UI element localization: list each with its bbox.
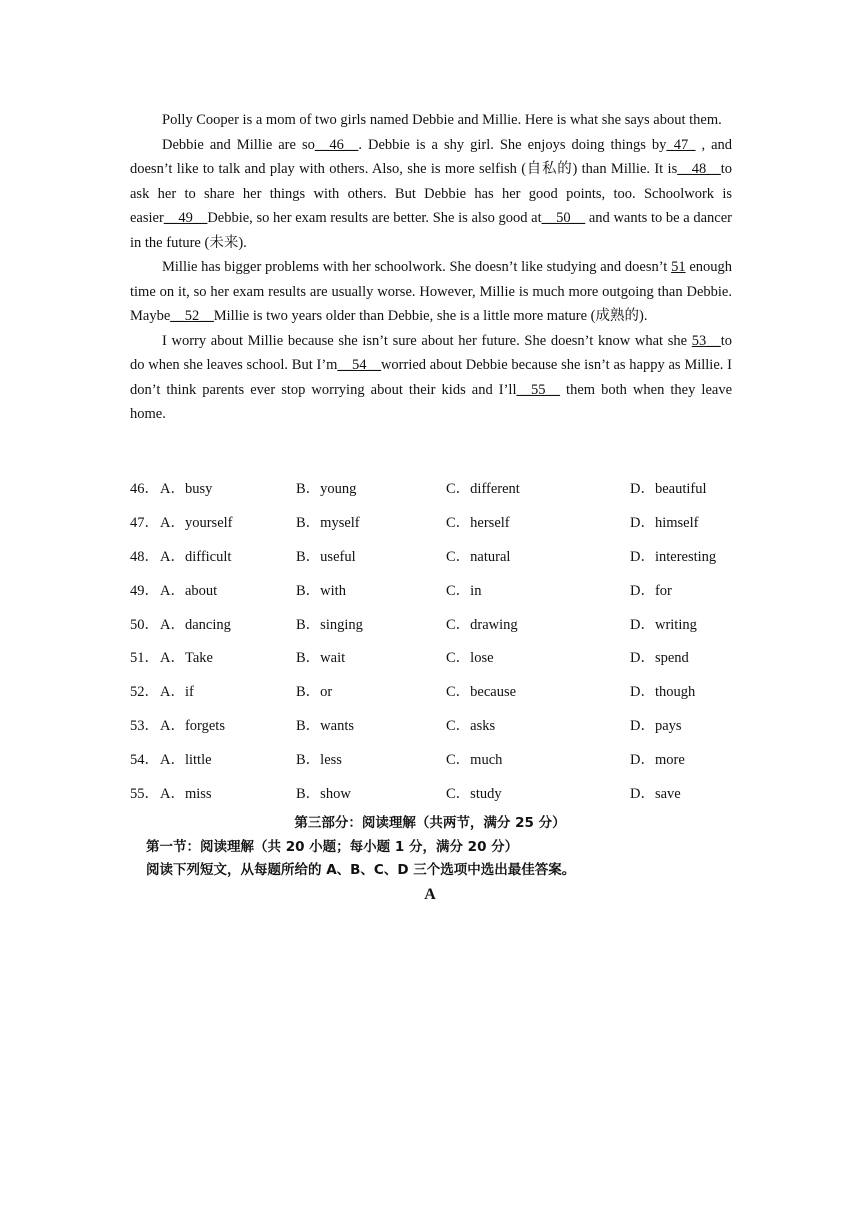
passage-paragraph-4 — [130, 329, 732, 427]
option-a[interactable]: A．difficult — [160, 548, 232, 565]
question-row — [130, 477, 750, 511]
option-c[interactable]: C．herself — [446, 514, 510, 531]
option-c[interactable]: C．much — [446, 752, 503, 769]
blank-48: __48__ — [677, 161, 721, 177]
option-a[interactable]: A．busy — [160, 481, 213, 497]
question-number: 46． — [130, 481, 159, 497]
passage-text: . Debbie is a shy girl. She enjoys doing things by — [358, 136, 667, 153]
option-a[interactable]: A．miss — [160, 786, 212, 803]
question-number: 54． — [130, 752, 159, 769]
question-row — [130, 680, 750, 714]
passage-text: Debbie and Millie are so — [162, 136, 315, 153]
blank-46: __46__ — [314, 136, 359, 153]
section-instructions: 阅读下列短文，从每题所给的 A、B、C、D 三个选项中选出最佳答案。 — [146, 862, 576, 878]
blank-53: 53__ — [691, 332, 721, 349]
section-subtitle: 第一节：阅读理解（共 20 小题；每小题 1 分，满分 20 分） — [146, 839, 519, 855]
option-c[interactable]: C．study — [446, 786, 502, 803]
question-number: 50． — [130, 616, 159, 633]
passage-text: to ask her to share her things with others. But Debbie has her good points, too. Schoolwork is easier — [130, 161, 732, 226]
option-b[interactable]: B．myself — [296, 514, 360, 531]
option-d[interactable]: D．writing — [630, 616, 697, 633]
option-d[interactable]: D．pays — [630, 718, 682, 735]
option-b[interactable]: B．wants — [296, 718, 354, 735]
passage-paragraph-2 — [130, 133, 732, 256]
question-row — [130, 579, 750, 613]
question-row — [130, 714, 750, 748]
option-c[interactable]: C．natural — [446, 548, 511, 565]
option-d[interactable]: D．himself — [630, 514, 699, 531]
question-number: 52． — [130, 684, 159, 701]
passage-text: enough time on it, so her exam results are usually worse. However, Millie is much more outgoing than Debbie. Maybe — [130, 259, 732, 324]
option-b[interactable]: B．show — [296, 786, 351, 803]
passage-text: Millie has bigger problems with her schoolwork. She doesn’t like studying and doesn’t — [162, 259, 668, 275]
option-d[interactable]: D．save — [630, 786, 681, 803]
option-a[interactable]: A．little — [160, 752, 212, 769]
blank-47: _47_ — [666, 136, 696, 153]
option-a[interactable]: A．about — [160, 582, 218, 599]
question-row — [130, 545, 750, 579]
blank-50: __50__ — [541, 210, 586, 226]
option-a[interactable]: A．yourself — [160, 514, 233, 531]
passage-text: and wants to be a dancer in the future (未来). — [130, 210, 733, 251]
question-number: 48． — [130, 548, 159, 565]
option-b[interactable]: B．with — [296, 582, 346, 599]
question-number: 51． — [130, 650, 159, 667]
passage-text: worried about Debbie because she isn’t as happy as Millie. I don’t think parents ever stop worrying about their kids and I’ll — [130, 357, 732, 398]
question-row — [130, 748, 750, 782]
passage-paragraph-3 — [130, 255, 732, 329]
question-number: 53． — [130, 718, 159, 735]
option-b[interactable]: B．young — [296, 481, 357, 497]
option-d[interactable]: D．spend — [630, 650, 689, 667]
cloze-passage — [130, 108, 732, 427]
passage-text: them both when they leave home. — [130, 381, 733, 422]
answer-options — [130, 477, 750, 816]
option-a[interactable]: A．dancing — [160, 616, 231, 633]
option-d[interactable]: D．for — [630, 582, 672, 599]
blank-54: __54__ — [337, 357, 381, 373]
option-c[interactable]: C．drawing — [446, 616, 518, 633]
passage-text: Debbie, so her exam results are better. She is also good at — [207, 210, 542, 226]
option-d[interactable]: D．more — [630, 752, 685, 769]
passage-letter: A — [424, 886, 436, 903]
option-c[interactable]: C．because — [446, 684, 517, 701]
blank-52: __52__ — [170, 308, 214, 324]
option-a[interactable]: A．Take — [160, 650, 213, 667]
question-number: 47． — [130, 514, 159, 531]
question-number: 49． — [130, 582, 159, 599]
option-c[interactable]: C．in — [446, 582, 482, 599]
option-a[interactable]: A．forgets — [160, 718, 225, 735]
blank-51: 51 — [671, 259, 686, 275]
question-number: 55． — [130, 786, 159, 803]
option-c[interactable]: C．lose — [446, 650, 494, 667]
option-b[interactable]: B．less — [296, 752, 342, 769]
passage-text: I worry about Millie because she isn’t sure about her future. She doesn’t know what she — [162, 332, 688, 349]
section-title: 第三部分：阅读理解（共两节，满分 25 分） — [294, 815, 566, 831]
blank-55: __55__ — [516, 381, 560, 398]
question-row — [130, 511, 750, 545]
blank-49: __49__ — [163, 210, 208, 226]
question-row — [130, 646, 750, 680]
option-d[interactable]: D．beautiful — [630, 481, 707, 497]
option-a[interactable]: A．if — [160, 684, 194, 701]
option-d[interactable]: D．though — [630, 684, 696, 701]
passage-text: , and doesn’t like to talk and play with others. Also, she is more selfish (自私的) than Millie. It is — [130, 136, 732, 177]
question-row — [130, 613, 750, 647]
option-c[interactable]: C．different — [446, 481, 520, 497]
option-b[interactable]: B．useful — [296, 548, 356, 565]
option-c[interactable]: C．asks — [446, 718, 496, 735]
passage-paragraph-1: Polly Cooper is a mom of two girls named Debbie and Millie. Here is what she says about them. — [162, 112, 722, 128]
passage-text: Millie is two years older than Debbie, she is a little more mature (成熟的). — [213, 308, 648, 324]
option-b[interactable]: B．or — [296, 684, 333, 701]
passage-text: to do when she leaves school. But I’m — [130, 332, 733, 373]
option-b[interactable]: B．wait — [296, 650, 346, 667]
option-d[interactable]: D．interesting — [630, 548, 717, 565]
option-b[interactable]: B．singing — [296, 616, 363, 633]
